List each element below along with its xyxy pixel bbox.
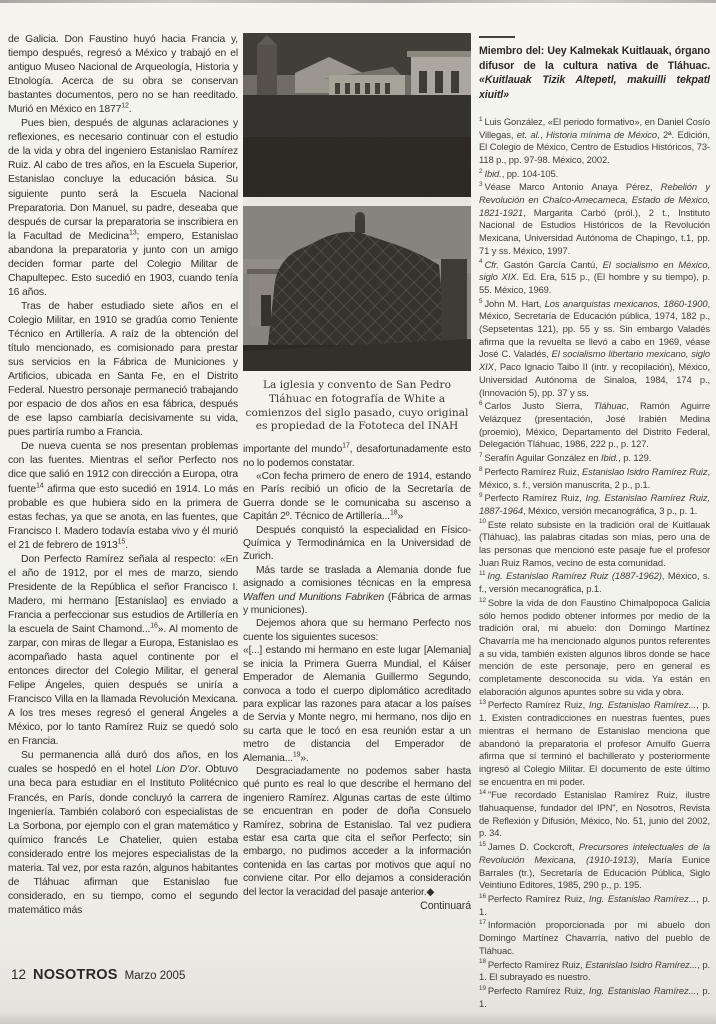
article-paragraph: Su permanencia allá duró dos años, en los cuales se hospedó en el hotel Lion D'or. Obtuvo una beca para estudiar en el Instituto Politécnico Francés, en París, donde concluyó la carrera de Ingeniería. También colaboró con especialistas de La Sorbona, por ejemplo con el gran matemático y químico francés Le Chatelier, quien estaba considerado entre los mejores especialistas de la materia. Tal vez, por esta razón, algunos habitantes de Tláhuac afirman que Estanislao fue considerado, en su tiempo, como el segundo matemático más xyxy=(8,750,238,916)
article-paragraph: Don Perfecto Ramírez señala al respecto: «En el año de 1912, por el mes de marzo, siendo Presidente de la República el señor Francisco I. Madero, mi hermano [Estanislao] es enviado a Francia a perfeccionar sus estudios de Artillería en la escuela de Saint Chamond...$^{16}$». Al momento de zarpar, con miras de llegar a Europa, Estanislao es acompañado hasta aquel continente por el entonces director del Colegio Militar, el general Felipe Ángeles, quien después se uniría a Francisco Villa en la llamada Revolución Mexicana. A los tres meses regresó el general Ángeles a México, por lo tanto Ramírez Ruiz se quedó solo en Francia. xyxy=(8,553,238,748)
footnote-text: Perfecto Ramírez Ruiz, Estanislao Isidro Ramírez Ruiz, México, s. f., versión manuscrita, 2 p., p.1. xyxy=(479,465,710,490)
footnote-item xyxy=(479,400,710,451)
footnote-number: 13 xyxy=(479,699,486,707)
article-paragraph: «Con fecha primero de enero de 1914, estando en París recibió un oficio de la Secretaría de Guerra donde se le comunicaba su ascenso a Capitán 2º. Técnico de Artillería...$^{18}$» xyxy=(243,471,471,523)
photo-caption: La iglesia y convento de San Pedro Tláhuac en fotografía de White a comienzos del siglo pasado, cuyo original es propiedad de la Fototeca del INAH xyxy=(245,379,469,433)
footnote-item xyxy=(479,893,710,918)
footnote-item xyxy=(479,492,710,517)
footnote-number: 17 xyxy=(479,919,486,927)
footnote-item xyxy=(479,959,710,984)
footnote-number: 4 xyxy=(479,258,483,266)
footnote-number: 9 xyxy=(479,492,483,500)
footnote-item xyxy=(479,985,710,1010)
footnotes-list xyxy=(479,116,710,1011)
footnote-number: 8 xyxy=(479,465,483,473)
footnote-text: Cfr. Gastón García Cantú, El socialismo en México, siglo XIX. Ed. Era, 515 p., (El hombre y su tiempo), p. 55. México, 1969. xyxy=(479,258,710,295)
footnote-number: 11 xyxy=(479,570,486,578)
footnote-text: Información proporcionada por mi abuelo don Domingo Martínez Chavarría, nativo del pueblo de Tláhuac. xyxy=(479,919,710,956)
footnote-number: 1 xyxy=(479,115,483,123)
continuation-note: Continuará xyxy=(420,900,471,912)
magazine-title: NOSOTROS xyxy=(33,967,118,983)
article-paragraph: Pues bien, después de algunas aclaraciones y reflexiones, es necesario continuar con el estudio de la vida y obra del ingeniero Estanislao Ramírez Ruiz. Al cabo de tres años, en la Escuela Superior, Estanislao concluye la educación básica. Su siguiente punto será la Escuela Nacional Preparatoria. Don Manuel, su padre, deseaba que después de cursar la preparatoria se inscribiera en la Facultad de Medicina$^{13}$; empero, Estanislao abandona la preparatoria y junto con un amigo deciden formar parte del Colegio Militar de Chapultepec. Esto sucedió en 1903, cuando tenía 16 años. xyxy=(8,118,238,298)
footnote-item xyxy=(479,168,710,181)
footnote-text: Perfecto Ramírez Ruiz, Ing. Estanislao Ramírez Ruiz, 1887-1964, México, versión mecanográfica, 3 p., p. 1. xyxy=(479,492,710,516)
membership-note: Miembro del: Uey Kalmekak Kuitlauak, órgano difusor de la cultura nativa de Tláhuac. «Kuitlauak Tizik Altepetl, makuilli tekpatl xiuitl» xyxy=(479,45,710,102)
footnote-number: 5 xyxy=(479,297,483,305)
page-footer xyxy=(11,967,185,983)
footnote-number: 7 xyxy=(479,451,483,459)
divider-rule xyxy=(479,36,515,38)
footnote-item xyxy=(479,298,710,400)
church-photo xyxy=(243,33,471,371)
footnote-text: Ibid., pp. 104-105. xyxy=(484,167,559,179)
footnote-number: 19 xyxy=(479,984,486,992)
article-paragraph: Más tarde se traslada a Alemania donde fue asignado a comisiones técnicas en la empresa Waffen und Munitions Fabriken (Fábrica de armas y municiones). xyxy=(243,564,471,617)
footnote-number: 3 xyxy=(479,181,483,189)
footnote-text: Ing. Estanislao Ramírez Ruiz (1887-1962), México, s. f., versión mecanográfica, p.1. xyxy=(479,570,710,595)
article-paragraph: «[...] estando mi hermano en este lugar [Alemania] se inicia la Primera Guerra Mundial, el Káiser Emperador de Alemania Guillermo Segundo, convoca a todo el cuerpo diplomático acreditado para explicar las razones para atacar a los países de Servia y Monte negro, mi hermano, nos dijo en su carta que le tocó en esa reunión estar a un metro de distancia del Emperador de Alemania...$^{19}$». xyxy=(243,645,471,764)
right-column xyxy=(479,36,710,1011)
footnote-item xyxy=(479,919,710,957)
left-column xyxy=(8,33,238,963)
footnote-item xyxy=(479,466,710,491)
footnote-item xyxy=(479,570,710,595)
scan-edge-bottom xyxy=(0,1012,716,1024)
footnote-text: Véase Marco Antonio Anaya Pérez, Rebelión y Revolución en Chalco-Amecameca, Estado de México, 1821-1921, Margarita Carbó (pról.), 2 t., Instituto Nacional de Estudios Históricos de la Revolución Mexicana, Universidad Autónoma de Chapingo, t.1, pp. 71 y ss. México, 1997. xyxy=(479,181,710,256)
footnote-text: Carlos Justo Sierra, Tláhuac, Ramón Aguirre Velázquez (presentación, José Irabién Medina (proemio), México, Departamento del Distrito Federal, Delegación Tláhuac, 1986, 222 p., p. 127. xyxy=(479,400,710,450)
footnote-text: John M. Hart, Los anarquistas mexicanos, 1860-1900, México, Secretaría de Educación pública, 1974, 182 p., (Sepsetentas 121), pp. 55 y ss. Sin embargo Valadés afirma que la revuelta se llevó a cabo en 1969, véase José C. Valadés, El socialismo libertario mexicano, siglo XIX, Paco Ignacio Taibo II (intr. y recopilación), México, Universidad Autónoma de Sinaloa, 1984, 174 p., (Innovación 5), pp. 37 y ss. xyxy=(479,297,710,398)
middle-column xyxy=(243,33,471,983)
footnote-number: 6 xyxy=(479,400,483,408)
footnote-item xyxy=(479,841,710,892)
footnote-text: Perfecto Ramírez Ruiz, Ing. Estanislao Ramírez..., p. 1. xyxy=(479,893,710,917)
issue-date: Marzo 2005 xyxy=(124,970,186,982)
footnote-text: James D. Cockcroft, Precursores intelectuales de la Revolución Mexicana, (1910-1913), María Eunice Barrales (tr.), Secretaría de Educación Pública, Siglo Veintiuno Editores, 1985, 290 p., p. 195. xyxy=(479,841,710,891)
footnote-number: 10 xyxy=(479,518,486,526)
footnote-text: Perfecto Ramírez Ruiz, Ing. Estanislao Ramírez..., p. 1. Existen contradicciones en nuestras fuentes, pues mientras el hermano de Estanislao menciona que abandonó la preparatoria el profesor Arnulfo Guerra afirma que sí terminó el bachillerato y posteriormente ingresó al Colegio Militar. El documento de este último se encuentra en mi poder. xyxy=(479,699,710,787)
footnote-item xyxy=(479,259,710,297)
footnote-number: 12 xyxy=(479,596,486,604)
footnote-number: 2 xyxy=(479,167,483,175)
footnote-item xyxy=(479,789,710,840)
footnote-number: 15 xyxy=(479,841,486,849)
scan-edge-top xyxy=(0,0,716,3)
article-paragraph: importante del mundo$^{17}$, desafortunadamente esto no lo podemos constatar. xyxy=(243,442,471,469)
footnote-text: Luis González, «El periodo formativo», en Daniel Cosío Villegas, et. al., Historia mínima de México, 2ª. Edición, El Colegio de México, Centro de Estudios Históricos, 73-118 p., pp. 97-98. México, 2002. xyxy=(479,115,710,165)
article-paragraph: Dejemos ahora que su hermano Perfecto nos cuente los siguientes sucesos: xyxy=(243,618,471,643)
footnote-text: Serafín Aguilar González en Ibid., p. 129. xyxy=(484,452,652,464)
footnote-text: Perfecto Ramírez Ruiz, Estanislao Isidro Ramírez..., p. 1. El subrayado es nuestro. xyxy=(479,958,710,983)
article-paragraph: De nueva cuenta se nos presentan problemas con las fuentes. Mientras el señor Perfecto nos dice que salió en 1912 con dirección a Europa, otra fuente$^{14}$ afirma que esto sucedió en 1914. Lo más probable es que hubiera sido en la primera de estas fechas, ya que se anota, en las fuentes, que Francisco I. Madero todavía estaba vivo y él murió el 21 de febrero de 1913$^{15}$. xyxy=(8,441,238,551)
article-paragraph: de Galicia. Don Faustino huyó hacia Francia y, tiempo después, regresó a México y trabajó en el antiguo Museo Nacional de Arqueología, Historia y Etnología. Acerca de su obra se conservan bastantes documentos, pero no se han reeditado. Murió en México en 1877$^{12}$. xyxy=(8,34,238,116)
footnote-text: Perfecto Ramírez Ruiz, Ing. Estanislao Ramírez..., p. 1. xyxy=(479,984,710,1009)
article-paragraph: Después conquistó la especialidad en Físico-Química y Termodinámica en la Universidad de Zurich. xyxy=(243,524,471,563)
footnote-text: "Fue recordado Estanislao Ramírez Ruiz, ilustre tlahuaquense, fundador del IPN", en Nosotros, Revista de Reflexión y Difusión, México, No. 51, junio del 2002, p. 34. xyxy=(479,789,710,839)
middle-column-text xyxy=(243,443,471,899)
footnote-item xyxy=(479,116,710,167)
footnote-text: Sobre la vida de don Faustino Chimalpopoca Galicia sólo hemos podido obtener informes por medio de la tradición oral, mi abuelo: don Domingo Martínez Chavarría me ha mencionado algunos puntos referentes a su vida, también existen algunos libros donde se hace mención de este personaje, pero en general es completamente desconocida su vida. Ya están en elaboración algunos apuntes sobre su vida y obra. xyxy=(479,596,710,697)
footnote-item xyxy=(479,181,710,257)
footnote-item xyxy=(479,699,710,788)
footnote-item xyxy=(479,597,710,699)
footnote-number: 18 xyxy=(479,958,486,966)
footnote-number: 16 xyxy=(479,892,486,900)
footnote-number: 14 xyxy=(479,789,486,797)
footnote-item xyxy=(479,519,710,570)
footnote-item xyxy=(479,452,710,465)
article-paragraph: Desgraciadamente no podemos saber hasta qué punto es real lo que describe el hermano del ingeniero Ramírez. Algunas cartas de este último se encuentran en poder de doña Consuelo Ramírez, sobrina de Estanislao. Tal vez pudiera estar esa carta que cita el señor Perfecto; sin embargo, no pudimos acceder a la información contenida en las cartas por motivos que aquí no conviene citar. Por ello dejamos a consideración del lector la veracidad del pasaje anterior.◆ xyxy=(243,765,471,898)
article-paragraph: Tras de haber estudiado siete años en el Colegio Militar, en 1910 se gradúa como Teniente Técnico en Artillería. A raíz de la obtención del título mencionado, es comisionado para prestar sus servicios en la Fábrica de Municiones y Artificios, ubicada en Santa Fe, en el Distrito Federal. Nuestro personaje permaneció trabajando por espacio de dos años en esa fábrica, después de ese lapso cambiaría decisivamente su vida, pues partiría rumbo a Francia. xyxy=(8,300,238,439)
footnote-text: Este relato subsiste en la tradición oral de Kuitlauak (Tláhuac), las palabras citadas son mías, pero una de las personas que mencionó este pasaje fue el profesor Juan Ruiz Ramos, vecino de esta comunidad. xyxy=(479,518,710,568)
page-number: 12 xyxy=(11,967,27,982)
